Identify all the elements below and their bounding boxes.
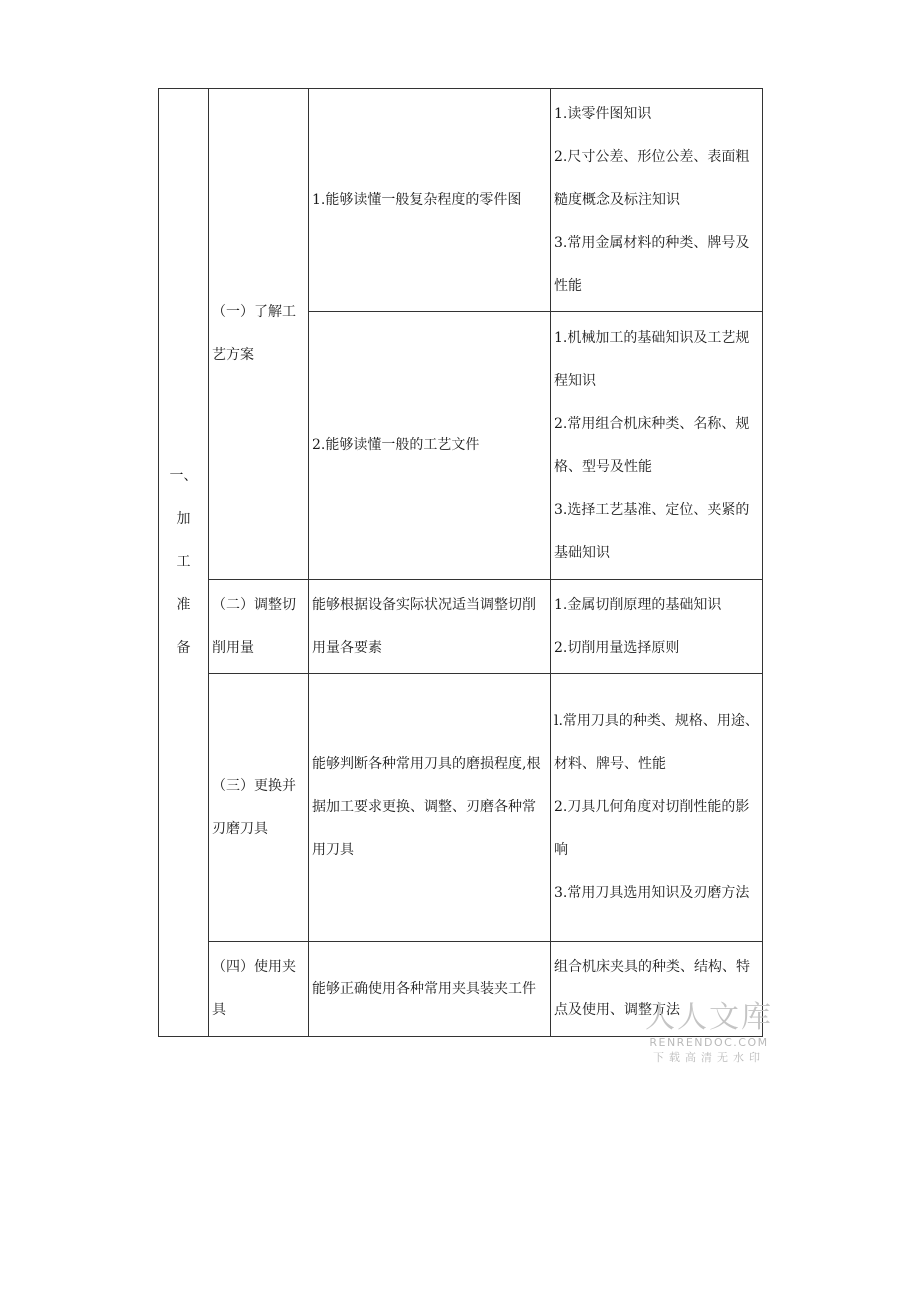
skill-requirement-cell: 1.能够读懂一般复杂程度的零件图 (309, 89, 551, 312)
skill-requirement-cell: 2.能够读懂一般的工艺文件 (309, 312, 551, 580)
work-unit-cell: （一）了解工艺方案 (209, 89, 309, 580)
skill-requirement-cell: 能够判断各种常用刀具的磨损程度,根据加工要求更换、调整、刃磨各种常用刀具 (309, 674, 551, 942)
knowledge-item: 组合机床夹具的种类、结构、特点及使用、调整方法 (554, 959, 750, 1018)
knowledge-item: 2.切削用量选择原则 (554, 639, 680, 656)
skill-requirement-cell: 能够根据设备实际状况适当调整切削用量各要素 (309, 580, 551, 674)
knowledge-item: 3.常用刀具选用知识及刃磨方法 (554, 885, 750, 901)
watermark-logo (644, 1000, 774, 1066)
knowledge-item: 2.尺寸公差、形位公差、表面粗糙度概念及标注知识 (554, 148, 750, 208)
skill-requirements-table (158, 88, 763, 1037)
knowledge-requirement-cell (551, 312, 763, 580)
work-unit-cell: （四）使用夹具 (209, 942, 309, 1037)
watermark-domain: RENRENDOC.COM (649, 1036, 769, 1049)
knowledge-item: 1.金属切削原理的基础知识 (554, 596, 722, 613)
knowledge-item: l.常用刀具的种类、规格、用途、材料、牌号、性能 (554, 713, 759, 772)
section-cell (159, 89, 209, 1037)
work-unit-cell: （三）更换并刃磨刀具 (209, 674, 309, 942)
table-row (159, 674, 763, 942)
knowledge-item: 1.读零件图知识 (554, 105, 652, 122)
section-label: 一、 加 工 准 备 (169, 468, 198, 656)
knowledge-item: 3.常用金属材料的种类、牌号及性能 (554, 234, 750, 294)
table-row (159, 580, 763, 674)
skill-requirement-cell: 能够正确使用各种常用夹具装夹工件 (309, 942, 551, 1037)
table-row (159, 89, 763, 312)
knowledge-requirement-cell (551, 89, 763, 312)
knowledge-item: 2.常用组合机床种类、名称、规格、型号及性能 (554, 415, 750, 475)
knowledge-item: 1.机械加工的基础知识及工艺规程知识 (554, 329, 750, 389)
knowledge-requirement-cell (551, 580, 763, 674)
watermark-title: 人人文库 (645, 1000, 773, 1035)
knowledge-requirement-cell (551, 674, 763, 942)
work-unit-cell: （二）调整切削用量 (209, 580, 309, 674)
watermark-tagline: 下载高清无水印 (653, 1051, 765, 1064)
knowledge-item: 3.选择工艺基准、定位、夹紧的基础知识 (554, 501, 750, 561)
knowledge-item: 2.刀具几何角度对切削性能的影响 (554, 799, 750, 858)
